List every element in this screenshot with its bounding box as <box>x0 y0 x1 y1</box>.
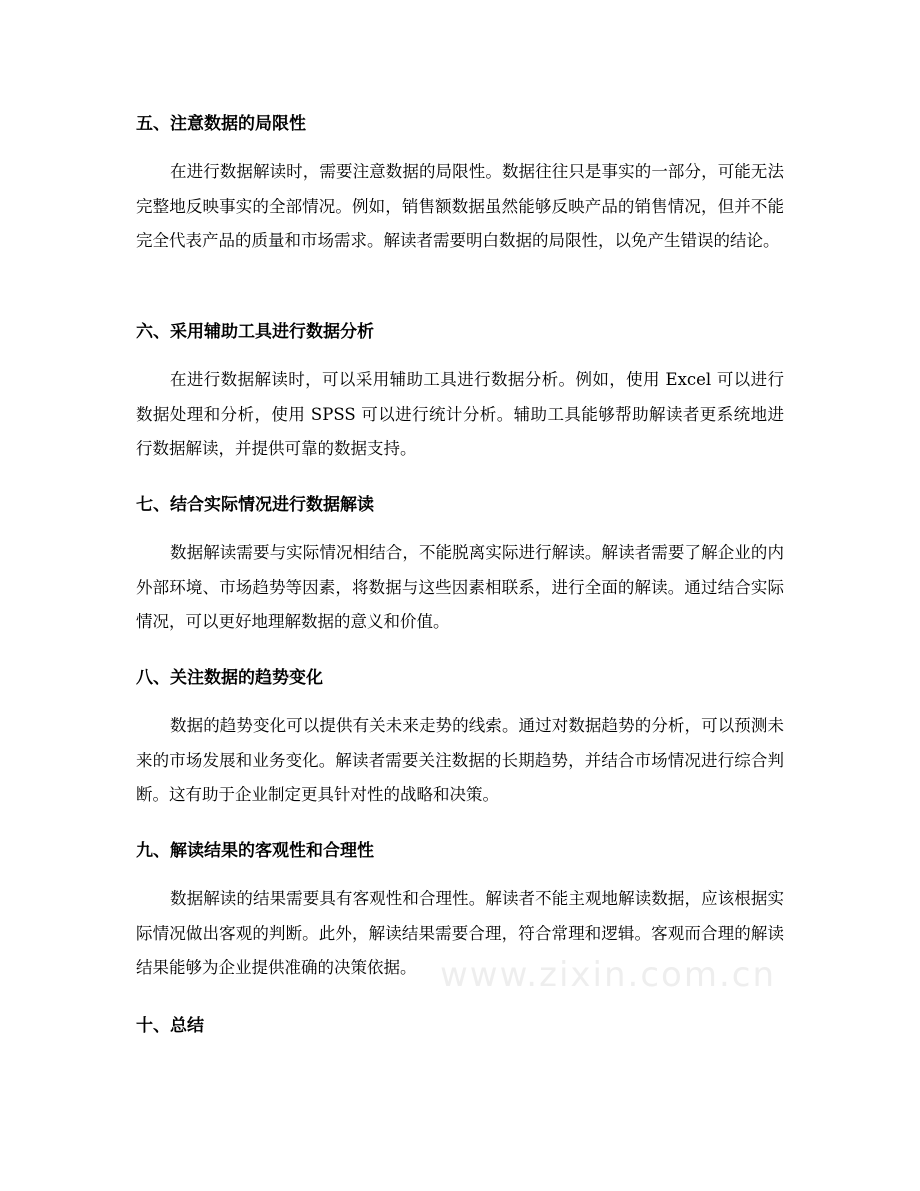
section-paragraph-9: 数据解读的结果需要具有客观性和合理性。解读者不能主观地解读数据，应该根据实际情况做出客观的判断。此外，解读结果需要合理，符合常理和逻辑。客观而合理的解读结果能够为企业提供准确的决策依据。 <box>136 889 784 977</box>
section-paragraph-5: 在进行数据解读时，需要注意数据的局限性。数据往往只是事实的一部分，可能无法完整地反映事实的全部情况。例如，销售额数据虽然能够反映产品的销售情况，但并不能完全代表产品的质量和市场需求。解读者需要明白数据的局限性，以免产生错误的结论。 <box>136 162 784 250</box>
section-paragraph-6: 在进行数据解读时，可以采用辅助工具进行数据分析。例如，使用 Excel 可以进行数据处理和分析，使用 SPSS 可以进行统计分析。辅助工具能够帮助解读者更系统地进行数据解读，并提供可靠的数据支持。 <box>136 370 784 458</box>
watermark: www.zixin.com.cn <box>440 955 776 995</box>
section-heading-5: 五、注意数据的局限性 <box>136 114 306 134</box>
section-paragraph-8: 数据的趋势变化可以提供有关未来走势的线索。通过对数据趋势的分析，可以预测未来的市场发展和业务变化。解读者需要关注数据的长期趋势，并结合市场情况进行综合判断。这有助于企业制定更具针对性的战略和决策。 <box>136 716 784 804</box>
section-heading-10: 十、总结 <box>136 1016 204 1036</box>
section-heading-9: 九、解读结果的客观性和合理性 <box>136 841 374 861</box>
section-heading-8: 八、关注数据的趋势变化 <box>136 668 323 688</box>
section-paragraph-7: 数据解读需要与实际情况相结合，不能脱离实际进行解读。解读者需要了解企业的内外部环境、市场趋势等因素，将数据与这些因素相联系，进行全面的解读。通过结合实际情况，可以更好地理解数据的意义和价值。 <box>136 543 784 631</box>
section-heading-7: 七、结合实际情况进行数据解读 <box>136 495 374 515</box>
section-heading-6: 六、采用辅助工具进行数据分析 <box>136 322 374 342</box>
